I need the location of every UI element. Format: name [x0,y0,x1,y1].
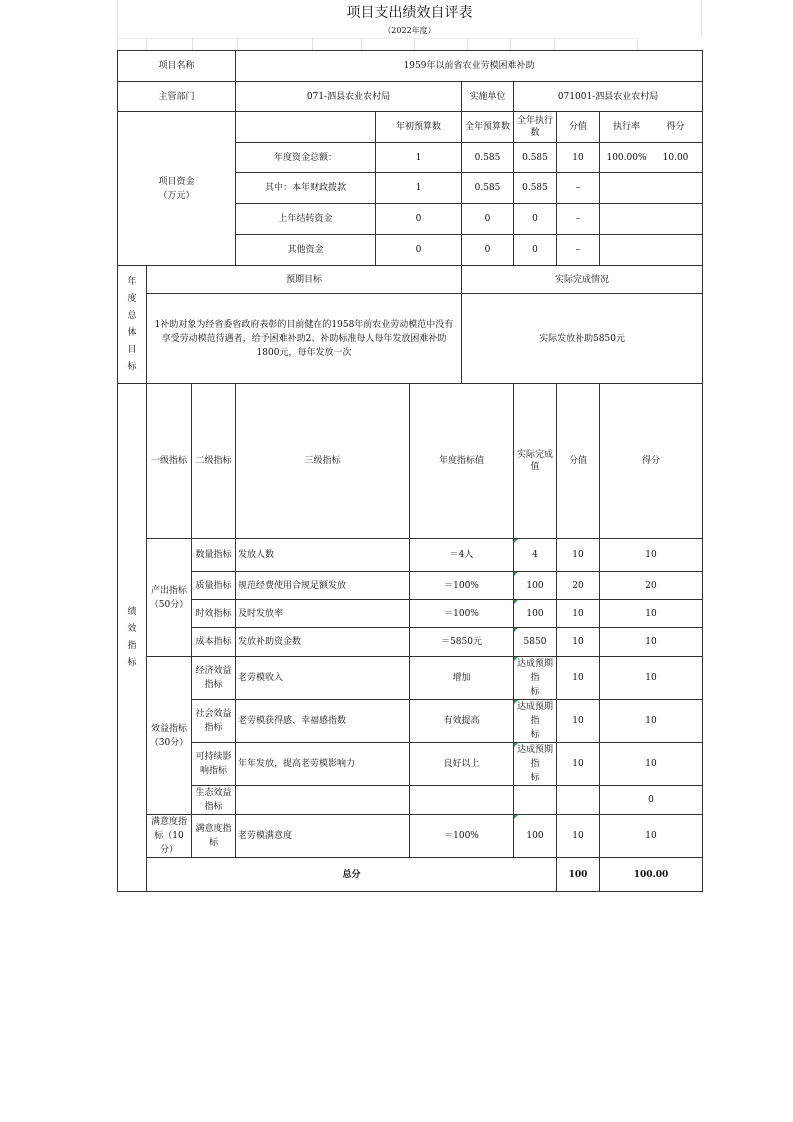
funds-executed: 0 [514,235,557,266]
indicator-target: 增加 [410,657,514,700]
total-score: 100.00 [600,858,703,892]
goals-expected-header: 预期目标 [147,266,462,294]
indicator-value: 10 [557,815,600,858]
indicator-value: 10 [557,700,600,743]
indicator-level3: 发放补助资金数 [236,628,410,657]
indicator-score: 20 [600,572,703,600]
indicator-level3: 老劳模满意度 [236,815,410,858]
funds-initial: 1 [376,173,462,204]
indicator-row [118,700,703,743]
funds-rate: 100.00% [606,152,647,163]
funds-executed: 0.585 [514,173,557,204]
indicator-value: 10 [557,628,600,657]
project-name-label: 项目名称 [118,51,236,82]
goals-content-row [118,294,703,384]
indicator-score: 10 [600,600,703,628]
indicator-level3: 老劳模收入 [236,657,410,700]
funds-executed: 0.585 [514,143,557,173]
funds-annual: 0 [462,235,514,266]
indicator-actual: 达成预期指 标 [514,743,557,786]
indicators-label: 绩 效 指 标 [118,384,147,892]
indicators-header-level1: 一级指标 [147,384,192,539]
funds-header-rate-score [600,112,703,143]
funds-rate-score [600,143,703,173]
funds-label: 项目资金 （万元） [118,112,236,266]
goals-actual: 实际发放补助5850元 [462,294,703,384]
indicator-row [118,657,703,700]
funds-header-rate: 执行率 [613,122,641,132]
indicator-row [118,786,703,815]
funds-score-value: – [557,235,600,266]
indicator-value: 10 [557,539,600,572]
indicator-value: 20 [557,572,600,600]
funds-executed: 0 [514,204,557,235]
indicator-level2: 经济效益 指标 [192,657,236,700]
sheet-title: 项目支出绩效自评表 [117,0,702,24]
funds-score: 10.00 [662,152,689,163]
goals-expected: 1补助对象为经省委省政府表彰的目前健在的1958年前农业劳动模范中没有享受劳动模范待遇者，给予困难补助2、补助标准每人每年发放困难补助1800元，每年发放一次 [147,294,462,384]
dept-label: 主管部门 [118,82,236,112]
indicator-score: 10 [600,657,703,700]
indicator-target: ＝100% [410,815,514,858]
indicator-actual: 100 [514,572,557,600]
funds-initial: 0 [376,204,462,235]
funds-score-value: – [557,173,600,204]
indicator-level2: 数量指标 [192,539,236,572]
unit-label: 实施单位 [462,82,514,112]
indicator-target [410,786,514,815]
indicator-target: ＝5850元 [410,628,514,657]
indicator-level3 [236,786,410,815]
indicator-actual: 100 [514,815,557,858]
indicator-level2: 成本指标 [192,628,236,657]
indicator-level1: 满意度指 标（10分） [147,815,192,858]
total-row [118,858,703,892]
indicator-actual: 达成预期指 标 [514,657,557,700]
funds-rate-score [600,173,703,204]
indicator-actual [514,786,557,815]
funds-score-value: – [557,204,600,235]
indicator-level2: 时效指标 [192,600,236,628]
indicator-value: 10 [557,743,600,786]
indicator-level2: 社会效益 指标 [192,700,236,743]
spreadsheet-grid-strip [117,38,702,50]
funds-rate-score [600,204,703,235]
indicator-score: 10 [600,539,703,572]
indicators-header-actual: 实际完成值 [514,384,557,539]
funds-annual: 0.585 [462,143,514,173]
department-row [118,82,703,112]
indicators-header-level3: 三级指标 [236,384,410,539]
goals-actual-header: 实际完成情况 [462,266,703,294]
funds-initial: 0 [376,235,462,266]
indicator-score: 10 [600,743,703,786]
evaluation-sheet [117,0,702,892]
indicator-level3: 老劳模获得感、幸福感指数 [236,700,410,743]
funds-row-label: 上年结转资金 [236,204,376,235]
indicator-level3: 年年发放，提高老劳模影响力 [236,743,410,786]
indicator-row [118,572,703,600]
total-label: 总分 [147,858,557,892]
funds-annual: 0 [462,204,514,235]
indicator-value [557,786,600,815]
indicator-level3: 规范经费使用合规足额发放 [236,572,410,600]
funds-header-executed: 全年执行数 [514,112,557,143]
indicators-header-value: 分值 [557,384,600,539]
indicator-score: 0 [600,786,703,815]
indicator-target: ＝100% [410,572,514,600]
evaluation-table [117,50,703,892]
indicator-level2: 质量指标 [192,572,236,600]
project-name: 1959年以前省农业劳模困难补助 [236,51,703,82]
funds-score-value: 10 [557,143,600,173]
funds-header-row [118,112,703,143]
funds-row-label: 其中：本年财政拨款 [236,173,376,204]
funds-annual: 0.585 [462,173,514,204]
indicator-row [118,743,703,786]
indicator-score: 10 [600,628,703,657]
indicator-value: 10 [557,600,600,628]
indicator-level1: 效益指标 （30分） [147,657,192,815]
goals-label: 年 度 总 体 目 标 [118,266,147,384]
indicator-actual: 5850 [514,628,557,657]
indicator-level1: 产出指标 （50分） [147,539,192,657]
indicator-target: 有效提高 [410,700,514,743]
indicator-row [118,539,703,572]
indicator-value: 10 [557,657,600,700]
indicators-header-score: 得分 [600,384,703,539]
indicator-level2: 满意度指 标 [192,815,236,858]
indicator-score: 10 [600,815,703,858]
indicator-row [118,600,703,628]
dept-value: 071-泗县农业农村局 [236,82,462,112]
indicator-actual: 100 [514,600,557,628]
indicator-target: ＝100% [410,600,514,628]
indicator-row [118,628,703,657]
indicator-target: ＝4人 [410,539,514,572]
funds-header-blank [236,112,376,143]
indicator-row [118,815,703,858]
indicators-header-target: 年度指标值 [410,384,514,539]
indicator-level2: 可持续影 响指标 [192,743,236,786]
funds-header-score-value: 分值 [557,112,600,143]
funds-row-label: 年度资金总额： [236,143,376,173]
funds-header-initial: 年初预算数 [376,112,462,143]
funds-row-label: 其他资金 [236,235,376,266]
project-name-row [118,51,703,82]
funds-rate-score [600,235,703,266]
indicator-level3: 及时发放率 [236,600,410,628]
indicator-level3: 发放人数 [236,539,410,572]
funds-initial: 1 [376,143,462,173]
total-value: 100 [557,858,600,892]
indicators-header-level2: 二级指标 [192,384,236,539]
goals-header-row [118,266,703,294]
indicator-target: 良好以上 [410,743,514,786]
indicator-level2: 生态效益 指标 [192,786,236,815]
indicator-actual: 达成预期指 标 [514,700,557,743]
indicator-actual: 4 [514,539,557,572]
funds-header-score: 得分 [666,122,685,132]
funds-header-annual: 全年预算数 [462,112,514,143]
sheet-subtitle: （2022年度） [117,24,702,38]
indicator-score: 10 [600,700,703,743]
unit-value: 071001-泗县农业农村局 [514,82,703,112]
indicators-header-row [118,384,703,539]
